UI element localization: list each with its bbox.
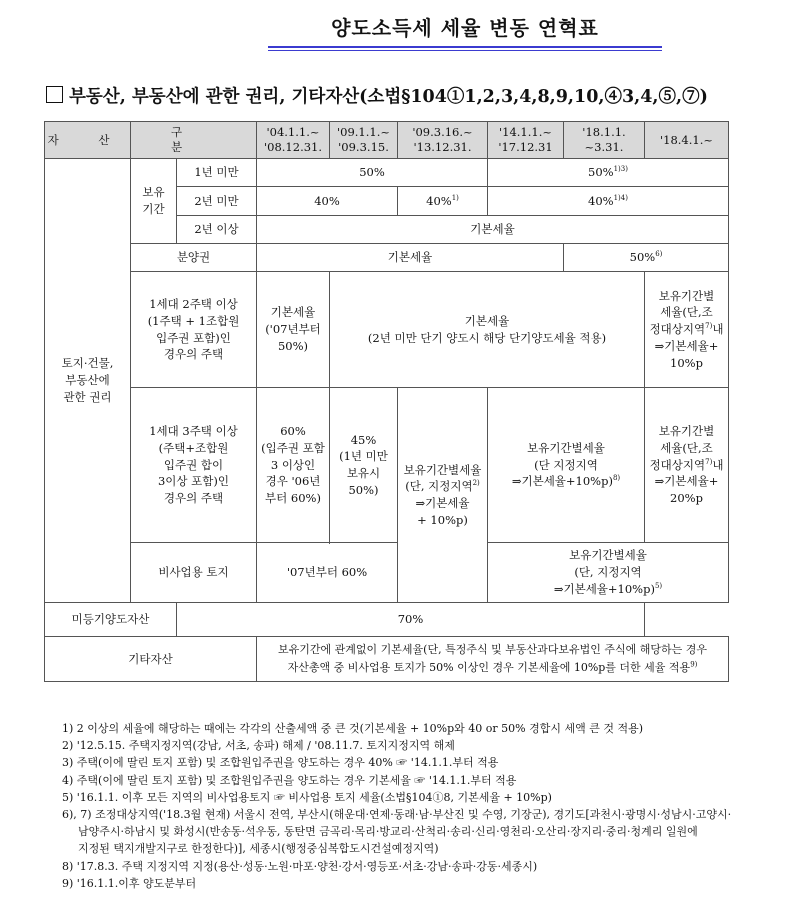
footnote-1: 1) 2 이상의 세율에 해당하는 때에는 각각의 산출세액 중 큰 것(기본세율 + 10%p와 40 or 50% 경합시 세액 큰 것 적용) bbox=[62, 722, 643, 735]
table-row bbox=[45, 159, 729, 187]
under-2-year-rate-b: 40%$^{1)}$ bbox=[398, 187, 488, 216]
unregistered-rate: 70% bbox=[177, 603, 645, 637]
header-period-1: '04.1.1.~ '08.12.31. bbox=[257, 122, 330, 159]
over-2-year-label: 2년 이상 bbox=[177, 216, 257, 244]
table-row bbox=[45, 244, 729, 272]
footnote-4: 4) 주택(이에 딸린 토지 포함) 및 조합원입주권을 양도하는 경우 기본세율 ☞ '14.1.1.부터 적용 bbox=[62, 773, 517, 787]
footnote-9: 9) '16.1.1.이후 양도분부터 bbox=[62, 876, 197, 890]
three-house-rate-e: 보유기간별 세율(단,조 정대상지역$^{7)}$내 ⇒기본세율+ 20%p bbox=[645, 388, 729, 543]
two-house-label: 1세대 2주택 이상 (1주택 + 1조합원 입주권 포함)인 경우의 주택 bbox=[131, 272, 257, 388]
footnote-8: 8) '17.8.3. 주택 지정지역 지정(용산·성동·노원·마포·양천·강서·영등포·서초·강남·송파·강동·세종시) bbox=[62, 859, 538, 873]
table-header-row bbox=[45, 122, 729, 159]
header-period-5: '18.1.1. ~3.31. bbox=[564, 122, 645, 159]
header-period-6: '18.4.1.~ bbox=[645, 122, 729, 159]
header-category: 구 분 bbox=[131, 122, 257, 159]
two-house-rate-c: 보유기간별 세율(단,조 정대상지역$^{7)}$내 ⇒기본세율+ 10%p bbox=[645, 272, 729, 388]
two-house-rate-b: 기본세율 (2년 미만 단기 양도시 해당 단기양도세율 적용) bbox=[330, 272, 645, 388]
footnote-6-7-cont2: 지정된 택지개발지구로 한정한다)], 세종시(행정중심복합도시건설예정지역) bbox=[78, 842, 439, 856]
footnote-6-7: 6), 7) 조정대상지역('18.3월 현재) 서울시 전역, 부산시(해운대·연제·동래·남·부산진 및 수영, 기장군), 경기도[과천시·광명시·성남시·고양시· bbox=[62, 808, 732, 822]
presale-right-rate-b: 50%$^{6)}$ bbox=[564, 244, 729, 272]
presale-right-label: 분양권 bbox=[131, 244, 257, 272]
under-1-year-label: 1년 미만 bbox=[177, 159, 257, 187]
three-house-rate-b: 45% (1년 미만 보유시 50%) bbox=[330, 388, 398, 543]
three-house-rate-d: 보유기간별세율 (단 지정지역 ⇒기본세율+10%p)$^{8)}$ bbox=[488, 388, 645, 543]
header-period-4: '14.1.1.~ '17.12.31 bbox=[488, 122, 564, 159]
title-underline-thin bbox=[268, 50, 662, 51]
under-2-year-rate-a: 40% bbox=[257, 187, 398, 216]
tax-rate-table bbox=[44, 121, 729, 682]
three-house-rate-c: 보유기간별세율 (단, 지정지역$^{2)}$ ⇒기본세율 + 10%p) bbox=[398, 388, 488, 603]
page-title: 양도소득세 세율 변동 연혁표 bbox=[331, 16, 599, 40]
footnote-6-7-cont: 남양주시·하남시 및 화성시(반송동·석우동, 동탄면 금곡리·목리·방교리·산척리·송리·신리·영천리·오산리·장지리·중리·청계리 일원에 bbox=[78, 825, 698, 839]
table-row bbox=[45, 603, 729, 637]
under-1-year-rate-b: 50%$^{1)3)}$ bbox=[488, 159, 729, 187]
land-group-label: 토지·건물, 부동산에 관한 권리 bbox=[45, 159, 131, 603]
header-period-2: '09.1.1.~ '09.3.15. bbox=[330, 122, 398, 159]
presale-right-rate-a: 기본세율 bbox=[257, 244, 564, 272]
unregistered-label: 미등기양도자산 bbox=[45, 603, 177, 637]
footnote-5: 5) '16.1.1. 이후 모든 지역의 비사업용토지 ☞ 비사업용 토지 세율(소법§104①8, 기본세율 + 10%p) bbox=[62, 790, 552, 804]
table-row bbox=[45, 637, 729, 682]
footnote-2: 2) '12.5.15. 주택지정지역(강남, 서초, 송파) 해제 / '08.11.7. 토지지정지역 해제 bbox=[62, 739, 455, 753]
other-assets-label: 기타자산 bbox=[45, 637, 257, 682]
nonbiz-land-rate-b: 보유기간별세율 (단, 지정지역 ⇒기본세율+10%p)$^{5)}$ bbox=[488, 543, 729, 603]
nonbiz-land-label: 비사업용 토지 bbox=[131, 543, 257, 603]
footnotes bbox=[62, 720, 762, 892]
header-period-3: '09.3.16.~ '13.12.31. bbox=[398, 122, 488, 159]
nonbiz-land-rate-a: '07년부터 60% bbox=[257, 543, 398, 603]
section-heading-text: 부동산, 부동산에 관한 권리, 기타자산(소법§104①1,2,3,4,8,9,10,④3,4,⑤,⑦) bbox=[69, 87, 708, 107]
title-block bbox=[268, 12, 662, 51]
over-2-year-rate: 기본세율 bbox=[257, 216, 729, 244]
title-underline bbox=[268, 46, 662, 48]
footnote-3: 3) 주택(이에 딸린 토지 포함) 및 조합원입주권을 양도하는 경우 40% ☞ '14.1.1.부터 적용 bbox=[62, 756, 499, 770]
three-house-label: 1세대 3주택 이상 (주택+조합원 입주권 합이 3이상 포함)인 경우의 주택 bbox=[131, 388, 257, 543]
two-house-rate-a: 기본세율 ('07년부터 50%) bbox=[257, 272, 330, 388]
under-2-year-rate-c: 40%$^{1)4)}$ bbox=[488, 187, 729, 216]
checkbox-square-icon bbox=[46, 86, 63, 103]
other-assets-rate: 보유기간에 관계없이 기본세율(단, 특정주식 및 부동산과다보유법인 주식에 해당하는 경우 자산총액 중 비사업용 토지가 50% 이상인 경우 기본세율에 10%p를 더한 세율 적용$^{9)}$ bbox=[257, 637, 729, 682]
section-heading bbox=[46, 83, 708, 108]
under-1-year-rate-a: 50% bbox=[257, 159, 488, 187]
three-house-rate-a: 60% (입주권 포함 3 이상인 경우 '06년 부터 60%) bbox=[257, 388, 330, 543]
table-row bbox=[45, 272, 729, 388]
under-2-year-label: 2년 미만 bbox=[177, 187, 257, 216]
table-row bbox=[45, 388, 729, 543]
header-asset: 자 산 bbox=[45, 122, 131, 159]
holding-period-label: 보유 기간 bbox=[131, 159, 177, 244]
